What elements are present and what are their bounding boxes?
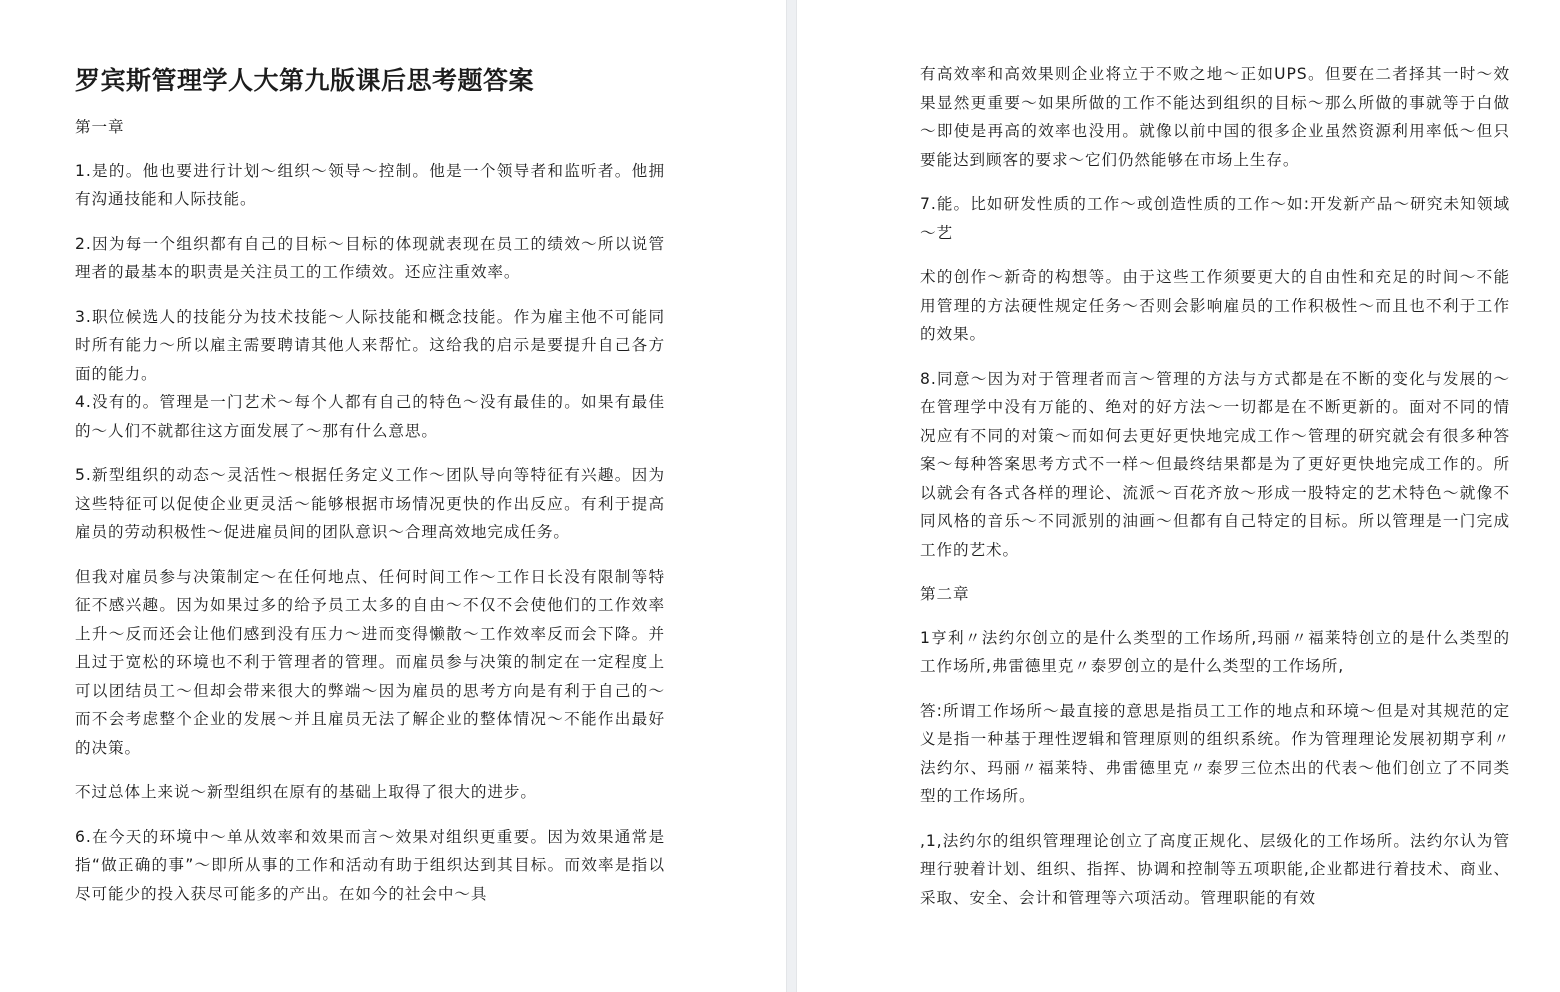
paragraph: 3.职位候选人的技能分为技术技能～人际技能和概念技能。作为雇主他不可能同时所有能力～所以雇主需要聘请其他人来帮忙。这给我的启示是要提升自己各方面的能力。 [75,307,665,383]
paragraph: 答:所谓工作场所～最直接的意思是指员工工作的地点和环境～但是对其规范的定义是指一种基于理性逻辑和管理原则的组织系统。作为管理理论发展初期亨利〃法约尔、玛丽〃福莱特、弗雷德里克〃泰罗三位杰出的代表～他们创立了不同类型的工作场所。 [920,701,1510,805]
paragraph: 但我对雇员参与决策制定～在任何地点、任何时间工作～工作日长没有限制等特征不感兴趣。因为如果过多的给予员工太多的自由～不仅不会使他们的工作效率上升～反而还会让他们感到没有压力～进而变得懒散～工作效率反而会下降。并且过于宽松的环境也不利于管理者的管理。而雇员参与决策的制定在一定程度上可以团结员工～但却会带来很大的弊端～因为雇员的思考方向是有利于自己的～而不会考虑整个企业的发展～并且雇员无法了解企业的整体情况～不能作出最好的决策。 [75,567,665,757]
paragraph: 术的创作～新奇的构想等。由于这些工作须要更大的自由性和充足的时间～不能用管理的方法硬性规定任务～否则会影响雇员的工作积极性～而且也不利于工作的效果。 [920,268,1510,343]
paragraph: 5.新型组织的动态～灵活性～根据任务定义工作～团队导向等特征有兴趣。因为这些特征可以促使企业更灵活～能够根据市场情况更快的作出反应。有利于提高雇员的劳动积极性～促进雇员间的团队意识～合理高效地完成任务。 [75,466,665,541]
document-page-right [797,0,1560,992]
chapter-heading-2: 第二章 [920,585,970,603]
paragraph: 不过总体上来说～新型组织在原有的基础上取得了很大的进步。 [75,783,537,801]
paragraph: 4.没有的。管理是一门艺术～每个人都有自己的特色～没有最佳的。如果有最佳的～人们不就都往这方面发展了～那有什么意思。 [75,393,665,440]
page-gutter [786,0,797,992]
document-title: 罗宾斯管理学人大第九版课后思考题答案 [75,66,535,95]
paragraph: 有高效率和高效果则企业将立于不败之地～正如UPS。但要在二者择其一时～效果显然更重要～如果所做的工作不能达到组织的目标～那么所做的事就等于白做～即使是再高的效率也没用。就像以前中国的很多企业虽然资源利用率低～但只要能达到顾客的要求～它们仍然能够在市场上生存。 [920,65,1510,169]
paragraph: ,1,法约尔的组织管理理论创立了高度正规化、层级化的工作场所。法约尔认为管理行驶着计划、组织、指挥、协调和控制等五项职能,企业都进行着技术、商业、采取、安全、会计和管理等六项活动。管理职能的有效 [920,831,1510,907]
paragraph: 1亨利〃法约尔创立的是什么类型的工作场所,玛丽〃福莱特创立的是什么类型的工作场所,弗雷德里克〃泰罗创立的是什么类型的工作场所, [920,628,1510,675]
paragraph: 2.因为每一个组织都有自己的目标～目标的体现就表现在员工的绩效～所以说管理者的最基本的职责是关注员工的工作绩效。还应注重效率。 [75,234,665,281]
paragraph: 6.在今天的环境中～单从效率和效果而言～效果对组织更重要。因为效果通常是指“做正确的事”～即所从事的工作和活动有助于组织达到其目标。而效率是指以尽可能少的投入获尽可能多的产出。在如今的社会中～具 [75,827,665,903]
chapter-heading-1: 第一章 [75,118,125,136]
paragraph: 8.同意～因为对于管理者而言～管理的方法与方式都是在不断的变化与发展的～在管理学中没有万能的、绝对的好方法～一切都是在不断更新的。面对不同的情况应有不同的对策～而如何去更好更快地完成工作～管理的研究就会有很多种答案～每种答案思考方式不一样～但最终结果都是为了更好更快地完成工作的。所以就会有各式各样的理论、流派～百花齐放～形成一股特定的艺术特色～就像不同风格的音乐～不同派别的油画～但都有自己特定的目标。所以管理是一门完成工作的艺术。 [920,369,1510,559]
paragraph: 7.能。比如研发性质的工作～或创造性质的工作～如:开发新产品～研究未知领域～艺 [920,195,1510,242]
paragraph: 1.是的。他也要进行计划～组织～领导～控制。他是一个领导者和监听者。他拥有沟通技能和人际技能。 [75,161,665,208]
